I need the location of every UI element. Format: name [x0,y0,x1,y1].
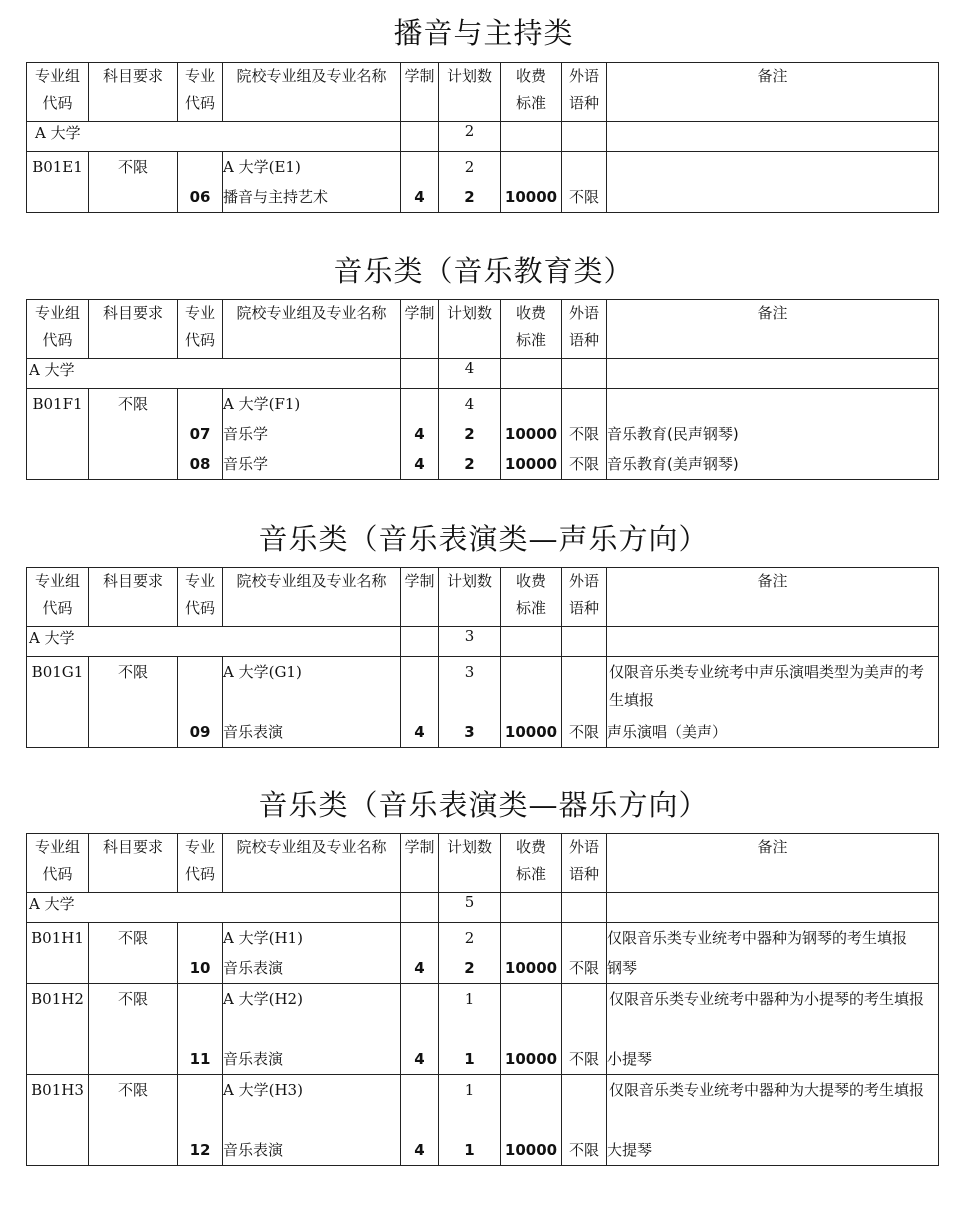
header-language [562,63,607,122]
school-name: A 大学 [27,627,401,657]
empty-cell [501,359,562,389]
major-name: 音乐表演 [223,1141,284,1159]
major-note [607,182,938,212]
group-code: B01E1 [32,158,83,176]
header-subject-req: 科目要求 [89,300,178,359]
school-name: A 大学 [27,359,401,389]
table-header-row [27,300,939,359]
school-row [27,122,939,152]
header-remarks: 备注 [607,834,939,893]
header-language-l1: 外语 [568,67,599,85]
admission-table [26,62,939,213]
major-plan: 2 [464,425,475,443]
school-plan: 5 [439,893,501,923]
subject-requirement: 不限 [117,929,148,947]
header-fee: 收费 标准 [501,300,562,359]
group-name: A 大学(H3) [223,1081,303,1099]
major-duration: 4 [414,425,425,443]
section-title: 音乐类（音乐表演类—器乐方向） [258,788,709,822]
subject-requirement: 不限 [117,663,148,681]
header-remarks: 备注 [607,300,939,359]
header-group-code: 专业组 代码 [27,300,89,359]
subject-requirement: 不限 [117,1081,148,1099]
header-name: 院校专业组及专业名称 [223,834,401,893]
admission-table [26,833,939,1166]
header-fee [501,63,562,122]
group-plan: 4 [464,395,475,413]
header-remarks: 备注 [607,568,939,627]
header-subject-req: 科目要求 [89,568,178,627]
empty-cell [607,627,939,657]
major-name: 音乐学 [223,455,269,473]
major-note: 大提琴 [607,1141,653,1159]
major-name: 播音与主持艺术 [223,188,329,206]
group-code: B01H1 [31,929,84,947]
major-language: 不限 [568,1050,599,1068]
group-code: B01H3 [31,1081,84,1099]
header-group-code [27,63,89,122]
major-code: 11 [189,1050,211,1068]
admission-table [26,299,939,480]
group-plan: 2 [464,929,475,947]
major-code: 08 [189,455,211,473]
school-row [27,893,939,923]
header-major-code-l1: 专业 [184,67,215,85]
major-fee: 10000 [504,425,558,443]
major-duration: 4 [414,1141,425,1159]
header-major-code [178,63,223,122]
subject-requirement: 不限 [117,158,148,176]
group-row [27,984,939,1075]
header-major-code-l2: 代码 [184,94,215,112]
header-language: 外语 语种 [562,568,607,627]
group-name: A 大学(G1) [223,663,302,681]
empty-cell [562,627,607,657]
major-note: 钢琴 [607,959,638,977]
major-language: 不限 [568,455,599,473]
empty-cell [562,122,607,152]
header-language: 外语 语种 [562,300,607,359]
empty-cell [607,122,939,152]
empty-cell [501,893,562,923]
group-note: 仅限音乐类专业统考中器种为小提琴的考生填报 [609,990,925,1008]
major-name: 音乐表演 [223,959,284,977]
header-plan: 计划数 [439,834,501,893]
header-duration: 学制 [401,834,439,893]
school-row [27,627,939,657]
major-plan: 3 [464,723,475,741]
admission-table [26,567,939,748]
header-group-code-l1: 专业组 [34,67,80,85]
major-duration: 4 [414,455,425,473]
empty-cell [501,627,562,657]
school-row [27,359,939,389]
section-title: 播音与主持类 [393,16,574,50]
major-plan: 1 [464,1141,475,1159]
header-duration: 学制 [401,568,439,627]
empty-cell [401,359,439,389]
major-plan: 2 [464,455,475,473]
empty-cell [401,627,439,657]
header-plan: 计划数 [439,63,501,122]
major-duration: 4 [414,959,425,977]
major-language: 不限 [568,425,599,443]
table-header-row [27,63,939,122]
header-name: 院校专业组及专业名称 [223,568,401,627]
major-plan: 2 [464,188,475,206]
empty-cell [401,893,439,923]
header-remarks: 备注 [607,63,939,122]
header-fee-l2: 标准 [515,94,546,112]
major-language: 不限 [568,1141,599,1159]
header-fee-l1: 收费 [515,67,546,85]
empty-cell [562,893,607,923]
group-name: A 大学(F1) [223,395,301,413]
header-subject-req: 科目要求 [89,834,178,893]
subject-requirement: 不限 [117,395,148,413]
header-major-code: 专业 代码 [178,834,223,893]
major-duration: 4 [414,1050,425,1068]
major-duration: 4 [414,188,425,206]
header-subject-req: 科目要求 [89,63,178,122]
major-fee: 10000 [504,455,558,473]
major-name: 音乐表演 [223,723,284,741]
school-name: A 大学 [27,893,401,923]
major-language: 不限 [568,723,599,741]
group-name: A 大学(H1) [223,929,303,947]
header-group-code-l2: 代码 [42,94,73,112]
header-group-code: 专业组 代码 [27,568,89,627]
major-note: 小提琴 [607,1050,653,1068]
major-fee: 10000 [504,1141,558,1159]
major-plan: 2 [464,959,475,977]
empty-cell [562,359,607,389]
group-row [27,657,939,748]
table-header-row [27,568,939,627]
header-plan: 计划数 [439,300,501,359]
group-plan: 3 [464,663,475,681]
section-title: 音乐类（音乐表演类—声乐方向） [258,522,709,556]
major-plan: 1 [464,1050,475,1068]
empty-cell [607,893,939,923]
group-row [27,923,939,984]
group-row [27,152,939,213]
group-plan: 1 [464,990,475,1008]
major-fee: 10000 [504,1050,558,1068]
group-code: B01G1 [31,663,84,681]
group-code: B01H2 [31,990,84,1008]
school-plan: 3 [439,627,501,657]
major-code: 12 [189,1141,211,1159]
header-major-code: 专业 代码 [178,568,223,627]
section-title: 音乐类（音乐教育类） [333,254,634,288]
group-note: 仅限音乐类专业统考中器种为大提琴的考生填报 [609,1081,925,1099]
school-plan: 2 [439,122,501,152]
major-note: 音乐教育(民声钢琴) [607,425,739,443]
empty-cell [501,122,562,152]
major-fee: 10000 [504,723,558,741]
header-plan: 计划数 [439,568,501,627]
header-language-l2: 语种 [568,94,599,112]
group-name: A 大学(H2) [223,990,303,1008]
major-code: 06 [189,188,211,206]
group-name: A 大学(E1) [223,158,301,176]
group-code: B01F1 [32,395,83,413]
header-language: 外语 语种 [562,834,607,893]
header-duration: 学制 [401,63,439,122]
major-language: 不限 [568,959,599,977]
major-code: 10 [189,959,211,977]
header-name: 院校专业组及专业名称 [223,63,401,122]
group-row [27,1075,939,1166]
empty-cell [607,359,939,389]
major-code: 07 [189,425,211,443]
major-duration: 4 [414,723,425,741]
header-duration: 学制 [401,300,439,359]
major-language: 不限 [568,188,599,206]
major-note: 声乐演唱（美声） [607,723,728,741]
major-note: 音乐教育(美声钢琴) [607,455,739,473]
major-fee: 10000 [504,959,558,977]
header-name: 院校专业组及专业名称 [223,300,401,359]
subject-requirement: 不限 [117,990,148,1008]
group-plan: 2 [464,158,475,176]
major-name: 音乐学 [223,425,269,443]
header-major-code: 专业 代码 [178,300,223,359]
school-plan: 4 [439,359,501,389]
header-fee: 收费 标准 [501,568,562,627]
header-fee: 收费 标准 [501,834,562,893]
empty-cell [401,122,439,152]
table-header-row [27,834,939,893]
group-row [27,389,939,480]
group-plan: 1 [464,1081,475,1099]
header-group-code: 专业组 代码 [27,834,89,893]
major-code: 09 [189,723,211,741]
major-fee: 10000 [504,188,558,206]
school-name: A 大学 [27,122,401,152]
group-note: 仅限音乐类专业统考中器种为钢琴的考生填报 [607,929,908,947]
major-name: 音乐表演 [223,1050,284,1068]
group-note: 仅限音乐类专业统考中声乐演唱类型为美声的考生填报 [609,663,925,709]
